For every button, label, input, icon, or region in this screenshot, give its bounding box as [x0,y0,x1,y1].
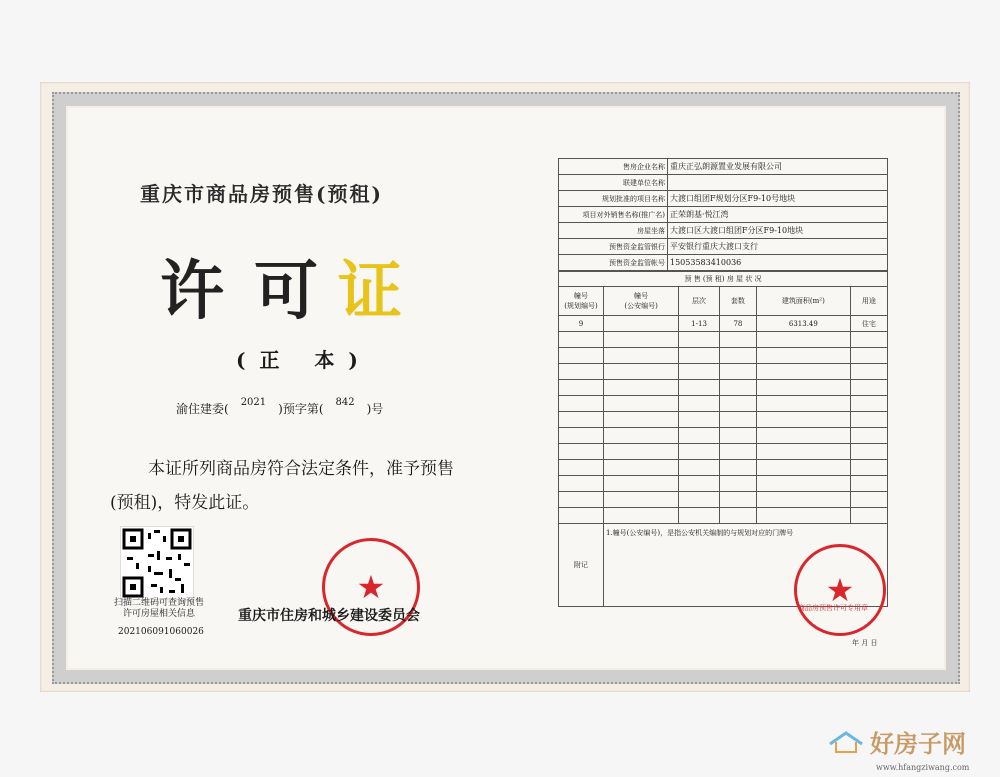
table-cell: 住宅 [850,316,887,332]
table-cell [604,396,679,412]
table-cell [559,348,604,364]
table-cell [604,348,679,364]
column-header: 幢号 (公安编号) [604,287,679,316]
table-cell [679,380,720,396]
table-cell [604,444,679,460]
table-cell [757,332,851,348]
table-cell [757,364,851,380]
table-cell [719,444,756,460]
qr-code-id: 2021060910600​26 [118,627,204,637]
issuing-authority: 重庆市住房和城乡建设委员会 [238,608,420,624]
table-row [559,332,888,348]
table-cell [604,380,679,396]
seal-subtitle: 商品房预售许可专用章 [798,604,868,612]
presale-table [558,158,888,607]
table-cell [604,460,679,476]
table-cell [719,332,756,348]
table-cell [719,460,756,476]
column-header: 套数 [719,287,756,316]
table-cell [719,412,756,428]
column-header: 层次 [679,287,720,316]
table-cell [679,460,720,476]
table-row [559,508,888,524]
table-cell [559,444,604,460]
info-row [559,159,888,175]
table-cell [604,492,679,508]
table-cell [679,444,720,460]
table-row [559,316,888,332]
table-cell [604,476,679,492]
info-row [559,207,888,223]
table-cell [679,508,720,524]
table-cell [757,396,851,412]
certificate-statement: 本证所列商品房符合法定条件，准予预售(预租)，特发此证。 [110,459,454,513]
info-value [668,175,888,191]
table-cell [604,316,679,332]
info-value: 正荣朗基·悦江湾 [668,207,888,223]
info-value: 重庆正弘朗源置业发展有限公司 [668,159,888,175]
table-row [559,444,888,460]
table-cell [719,396,756,412]
table-cell [559,412,604,428]
table-cell [757,380,851,396]
seal-star-icon: ★ [825,571,855,609]
qr-caption: 扫描二维码可查询预售许可房屋相关信息 [114,598,205,619]
table-cell [719,348,756,364]
table-cell [679,396,720,412]
date-label: 年 月 日 [852,639,878,647]
table-row [559,428,888,444]
title-char-2: 可 [254,254,318,329]
house-logo-icon [828,730,864,754]
watermark-url: www.hfangziwang.com [876,763,970,772]
table-cell [719,508,756,524]
table-cell [604,332,679,348]
title-char-3: 证 [338,254,402,329]
info-value: 平安银行重庆大渡口支行 [668,239,888,255]
table-cell [559,380,604,396]
table-cell [559,492,604,508]
table-cell [679,476,720,492]
table-cell [850,444,887,460]
table-cell [719,428,756,444]
table-cell [719,364,756,380]
table-cell [850,508,887,524]
table-cell [719,492,756,508]
table-cell [757,508,851,524]
table-cell [679,412,720,428]
table-cell [850,364,887,380]
info-value: 大渡口组团F规划分区F9-10号地块 [668,191,888,207]
table-cell [757,492,851,508]
table-cell [679,364,720,380]
table-cell [757,348,851,364]
info-value: 大渡口区大渡口组团F分区F9-10地块 [668,223,888,239]
table-row [559,476,888,492]
info-row [559,191,888,207]
table-cell [604,364,679,380]
table-cell [604,428,679,444]
table-cell [679,492,720,508]
column-header: 用途 [850,287,887,316]
table-cell [559,428,604,444]
info-label: 项目对外销售名称(推广名) [559,207,668,223]
column-header: 建筑面积(m²) [757,287,851,316]
permit-number-value: 842 [335,397,355,408]
table-cell [850,460,887,476]
presale-seal [794,544,886,636]
table-cell [559,508,604,524]
certificate-title: 重庆市商品房预售(预租) [140,182,383,206]
table-cell [850,332,887,348]
info-label: 售房企业名称 [559,159,668,175]
table-cell [559,396,604,412]
table-cell [559,460,604,476]
info-value: 15053583410036 [668,255,888,271]
section-title: 预 售 (预 租) 房 屋 状 况 [559,272,888,287]
info-row [559,255,888,271]
table-cell [757,476,851,492]
table-cell [850,428,887,444]
permit-number [176,397,384,417]
title-char-1: 许 [160,254,224,329]
info-row [559,239,888,255]
table-cell [679,348,720,364]
table-cell: 9 [559,316,604,332]
permit-suffix: )号 [366,402,384,416]
table-cell [604,412,679,428]
table-row [559,380,888,396]
table-row [559,364,888,380]
table-cell [679,332,720,348]
column-header: 幢号 (规划编号) [559,287,604,316]
info-label: 预售资金监管银行 [559,239,668,255]
info-row [559,175,888,191]
permit-prefix: 渝住建委( [176,402,229,416]
info-label: 规划批准的项目名称 [559,191,668,207]
table-cell [757,460,851,476]
table-cell [719,476,756,492]
table-cell [719,380,756,396]
note-text: 1.幢号(公安编号)，是指公安机关编制的与规划对应的门牌号 [604,524,888,607]
info-label: 预售资金监管帐号 [559,255,668,271]
table-cell [850,412,887,428]
table-cell [850,476,887,492]
table-cell [757,412,851,428]
seal-star-icon: ★ [356,568,386,606]
info-label: 联建单位名称 [559,175,668,191]
table-cell [850,348,887,364]
table-row [559,396,888,412]
table-cell [850,380,887,396]
table-row [559,460,888,476]
permit-mid: )预字第( [278,402,324,416]
info-label: 房屋坐落 [559,223,668,239]
table-row [559,412,888,428]
table-cell [559,364,604,380]
table-row [559,348,888,364]
table-cell [604,508,679,524]
table-cell [559,332,604,348]
table-cell [850,396,887,412]
table-cell [559,476,604,492]
qr-code-icon[interactable] [120,526,194,600]
copy-label: (正 本) [236,348,372,372]
table-cell [850,492,887,508]
note-label: 附记 [559,524,604,607]
table-cell [757,428,851,444]
table-row [559,492,888,508]
table-cell [757,444,851,460]
table-cell: 78 [719,316,756,332]
permit-year: 2021 [240,397,267,408]
info-row [559,223,888,239]
table-cell [679,428,720,444]
table-cell: 1-13 [679,316,720,332]
table-cell: 6313.49 [757,316,851,332]
watermark-brand: 好房子网 [870,729,966,758]
